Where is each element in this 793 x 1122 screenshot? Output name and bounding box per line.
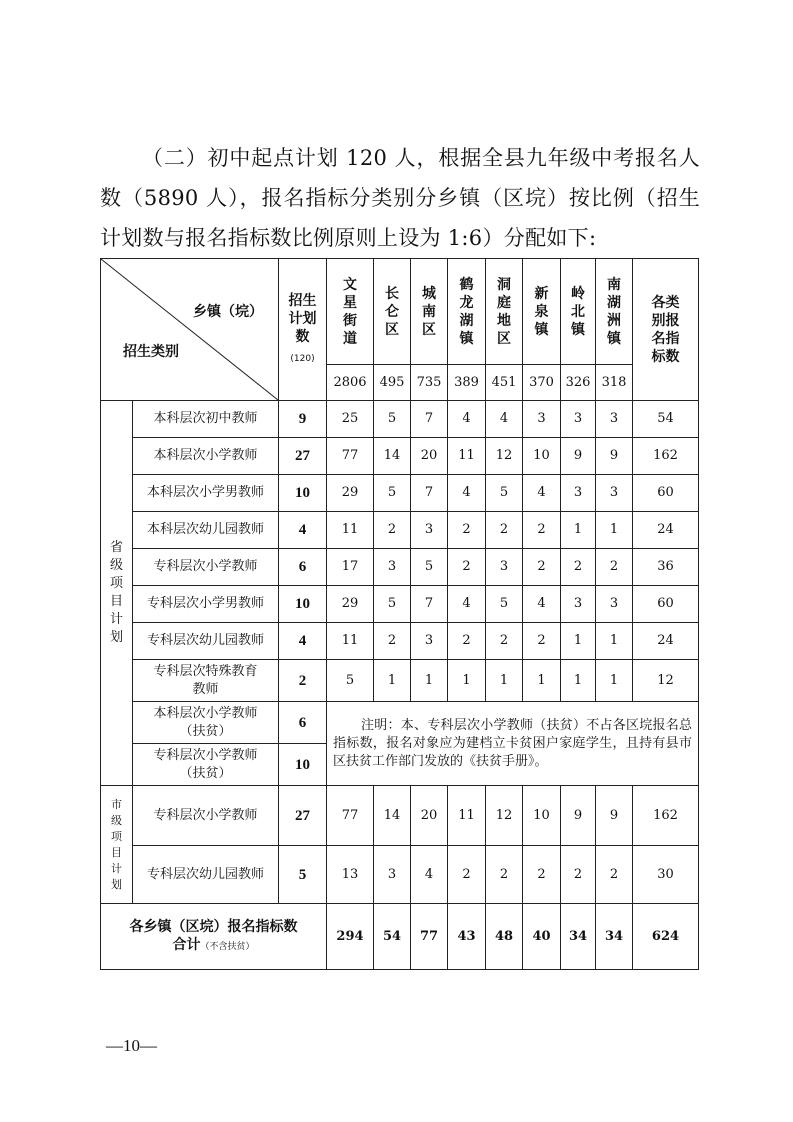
- diagonal-header-cell: [101, 259, 279, 401]
- total-value-cell: 48: [486, 904, 523, 970]
- value-cell: 9: [596, 786, 633, 846]
- value-cell: 11: [327, 512, 374, 549]
- category-cell: 专科层次幼儿园教师: [133, 623, 279, 660]
- value-cell: 3: [561, 475, 596, 512]
- value-cell: 7: [411, 401, 448, 438]
- value-cell: 2: [523, 549, 561, 586]
- value-cell: 20: [411, 786, 448, 846]
- category-axis-label: 招生类别: [123, 344, 179, 360]
- table-row: [101, 401, 699, 438]
- row-total-cell: 30: [633, 846, 699, 904]
- value-cell: 11: [327, 623, 374, 660]
- value-cell: 1: [374, 660, 411, 702]
- value-cell: 2: [486, 623, 523, 660]
- category-cell: 专科层次小学男教师: [133, 586, 279, 623]
- quota-cell: 10: [279, 744, 327, 786]
- value-cell: 5: [374, 586, 411, 623]
- category-cell: 本科层次小学教师 （扶贫）: [133, 702, 279, 744]
- table-row: [101, 846, 699, 904]
- total-value-cell: 294: [327, 904, 374, 970]
- value-cell: 3: [374, 549, 411, 586]
- row-total-cell: 60: [633, 586, 699, 623]
- table-row: [101, 702, 699, 744]
- value-cell: 4: [411, 846, 448, 904]
- category-cell: 专科层次小学教师: [133, 549, 279, 586]
- value-cell: 14: [374, 438, 411, 475]
- value-cell: 4: [523, 586, 561, 623]
- quota-cell: 10: [279, 475, 327, 512]
- quota-cell: 2: [279, 660, 327, 702]
- value-cell: 3: [411, 512, 448, 549]
- value-cell: 2: [448, 846, 486, 904]
- town-header-chengnan: 城 南 区: [411, 259, 448, 365]
- town-header-wenxing: 文 星 街 道: [327, 259, 374, 365]
- value-cell: 17: [327, 549, 374, 586]
- quota-cell: 6: [279, 549, 327, 586]
- value-cell: 5: [374, 401, 411, 438]
- value-cell: 1: [448, 660, 486, 702]
- quota-header-line: 计划: [288, 310, 317, 327]
- town-header-nanhuzhou: 南 湖 洲 镇: [596, 259, 633, 365]
- quota-cell: 4: [279, 512, 327, 549]
- value-cell: 2: [374, 623, 411, 660]
- value-cell: 4: [448, 401, 486, 438]
- town-header-changlun: 长 仑 区: [374, 259, 411, 365]
- value-cell: 3: [596, 475, 633, 512]
- town-header-dongting: 洞 庭 地 区: [486, 259, 523, 365]
- total-header-cell: 各类 别报 名指 标数: [633, 259, 699, 401]
- value-cell: 11: [448, 438, 486, 475]
- quota-header-line: 数: [295, 328, 310, 345]
- value-cell: 2: [523, 512, 561, 549]
- value-cell: 12: [486, 786, 523, 846]
- intro-text: （二）初中起点计划 120 人，根据全县九年级中考报名人数（5890 人），报名指标分类别分乡镇（区垸）按比例（招生计划数与报名指标数比例原则上设为 1:6）分配如下:: [100, 146, 700, 250]
- total-value-cell: 34: [596, 904, 633, 970]
- value-cell: 5: [486, 586, 523, 623]
- table-row: [101, 586, 699, 623]
- value-cell: 2: [486, 512, 523, 549]
- value-cell: 1: [596, 623, 633, 660]
- table-row: [101, 475, 699, 512]
- value-cell: 25: [327, 401, 374, 438]
- totals-note: （不含扶贫）: [200, 941, 255, 952]
- quota-cell: 27: [279, 786, 327, 846]
- value-cell: 2: [448, 623, 486, 660]
- value-cell: 5: [374, 475, 411, 512]
- category-cell: 专科层次小学教师 （扶贫）: [133, 744, 279, 786]
- value-cell: 77: [327, 786, 374, 846]
- quota-header-cell: [279, 259, 327, 401]
- value-cell: 11: [448, 786, 486, 846]
- category-cell: 本科层次初中教师: [133, 401, 279, 438]
- category-cell: 本科层次幼儿园教师: [133, 512, 279, 549]
- row-total-cell: 24: [633, 512, 699, 549]
- applicants-cell: 735: [411, 365, 448, 401]
- quota-cell: 4: [279, 623, 327, 660]
- total-value-cell: 77: [411, 904, 448, 970]
- value-cell: 29: [327, 586, 374, 623]
- value-cell: 3: [596, 401, 633, 438]
- value-cell: 10: [523, 438, 561, 475]
- value-cell: 2: [561, 549, 596, 586]
- value-cell: 3: [486, 549, 523, 586]
- applicants-cell: 326: [561, 365, 596, 401]
- category-cell: 专科层次小学教师: [133, 786, 279, 846]
- intro-paragraph: [100, 138, 700, 258]
- value-cell: 3: [523, 401, 561, 438]
- applicants-cell: 2806: [327, 365, 374, 401]
- value-cell: 4: [448, 475, 486, 512]
- grand-total-cell: 624: [633, 904, 699, 970]
- applicants-cell: 451: [486, 365, 523, 401]
- value-cell: 1: [561, 623, 596, 660]
- header-row: [101, 259, 699, 365]
- applicants-cell: 370: [523, 365, 561, 401]
- applicants-cell: 389: [448, 365, 486, 401]
- town-header-xinquan: 新 泉 镇: [523, 259, 561, 365]
- totals-label: 各乡镇（区垸）报名指标数 合计（不含扶贫）: [101, 904, 327, 970]
- value-cell: 2: [486, 846, 523, 904]
- value-cell: 1: [561, 660, 596, 702]
- quota-cell: 10: [279, 586, 327, 623]
- table-row: [101, 786, 699, 846]
- value-cell: 2: [448, 512, 486, 549]
- totals-row: [101, 904, 699, 970]
- table-row: [101, 660, 699, 702]
- town-header-lingbei: 岭 北 镇: [561, 259, 596, 365]
- total-value-cell: 40: [523, 904, 561, 970]
- quota-cell: 6: [279, 702, 327, 744]
- value-cell: 2: [596, 846, 633, 904]
- value-cell: 2: [561, 846, 596, 904]
- quota-cell: 9: [279, 401, 327, 438]
- row-total-cell: 162: [633, 438, 699, 475]
- value-cell: 1: [561, 512, 596, 549]
- value-cell: 10: [523, 786, 561, 846]
- value-cell: 7: [411, 475, 448, 512]
- value-cell: 1: [486, 660, 523, 702]
- row-total-cell: 36: [633, 549, 699, 586]
- total-value-cell: 43: [448, 904, 486, 970]
- total-value-cell: 54: [374, 904, 411, 970]
- table-row: [101, 549, 699, 586]
- provincial-group-label: 省 级 项 目 计 划: [101, 401, 133, 786]
- value-cell: 5: [411, 549, 448, 586]
- value-cell: 3: [596, 586, 633, 623]
- town-header-helonghu: 鹤 龙 湖 镇: [448, 259, 486, 365]
- value-cell: 77: [327, 438, 374, 475]
- value-cell: 13: [327, 846, 374, 904]
- table-row: [101, 512, 699, 549]
- poverty-note: 注明：本、专科层次小学教师（扶贫）不占各区垸报名总指标数，报名对象应为建档立卡贫困户家庭学生，且持有县市区扶贫工作部门发放的《扶贫手册》。: [327, 702, 699, 786]
- value-cell: 3: [561, 401, 596, 438]
- category-cell: 本科层次小学男教师: [133, 475, 279, 512]
- category-cell: 专科层次幼儿园教师: [133, 846, 279, 904]
- value-cell: 2: [523, 846, 561, 904]
- city-group-label: 市 级 项 目 计 划: [101, 786, 133, 904]
- page-number: —10—: [106, 1036, 157, 1055]
- value-cell: 2: [596, 549, 633, 586]
- value-cell: 12: [486, 438, 523, 475]
- row-total-cell: 162: [633, 786, 699, 846]
- category-cell: 专科层次特殊教育 教师: [133, 660, 279, 702]
- value-cell: 20: [411, 438, 448, 475]
- value-cell: 1: [596, 512, 633, 549]
- quota-total-label: (120): [290, 353, 315, 364]
- value-cell: 5: [327, 660, 374, 702]
- value-cell: 1: [411, 660, 448, 702]
- value-cell: 9: [596, 438, 633, 475]
- value-cell: 4: [486, 401, 523, 438]
- value-cell: 1: [596, 660, 633, 702]
- diagonal-line: [101, 259, 278, 400]
- quota-cell: 5: [279, 846, 327, 904]
- value-cell: 4: [448, 586, 486, 623]
- value-cell: 3: [374, 846, 411, 904]
- row-total-cell: 54: [633, 401, 699, 438]
- row-total-cell: 24: [633, 623, 699, 660]
- table-row: [101, 623, 699, 660]
- quota-cell: 27: [279, 438, 327, 475]
- row-total-cell: 60: [633, 475, 699, 512]
- value-cell: 4: [523, 475, 561, 512]
- value-cell: 2: [523, 623, 561, 660]
- value-cell: 14: [374, 786, 411, 846]
- applicants-cell: 495: [374, 365, 411, 401]
- row-total-cell: 12: [633, 660, 699, 702]
- applicants-cell: 318: [596, 365, 633, 401]
- quota-table: [100, 258, 699, 970]
- value-cell: 29: [327, 475, 374, 512]
- table-row: [101, 438, 699, 475]
- total-value-cell: 34: [561, 904, 596, 970]
- value-cell: 5: [486, 475, 523, 512]
- value-cell: 2: [448, 549, 486, 586]
- value-cell: 7: [411, 586, 448, 623]
- value-cell: 1: [523, 660, 561, 702]
- category-cell: 本科层次小学教师: [133, 438, 279, 475]
- value-cell: 9: [561, 786, 596, 846]
- value-cell: 2: [374, 512, 411, 549]
- town-axis-label: 乡镇（垸）: [193, 304, 263, 320]
- quota-header-line: 招生: [288, 292, 317, 309]
- value-cell: 9: [561, 438, 596, 475]
- value-cell: 3: [411, 623, 448, 660]
- value-cell: 3: [561, 586, 596, 623]
